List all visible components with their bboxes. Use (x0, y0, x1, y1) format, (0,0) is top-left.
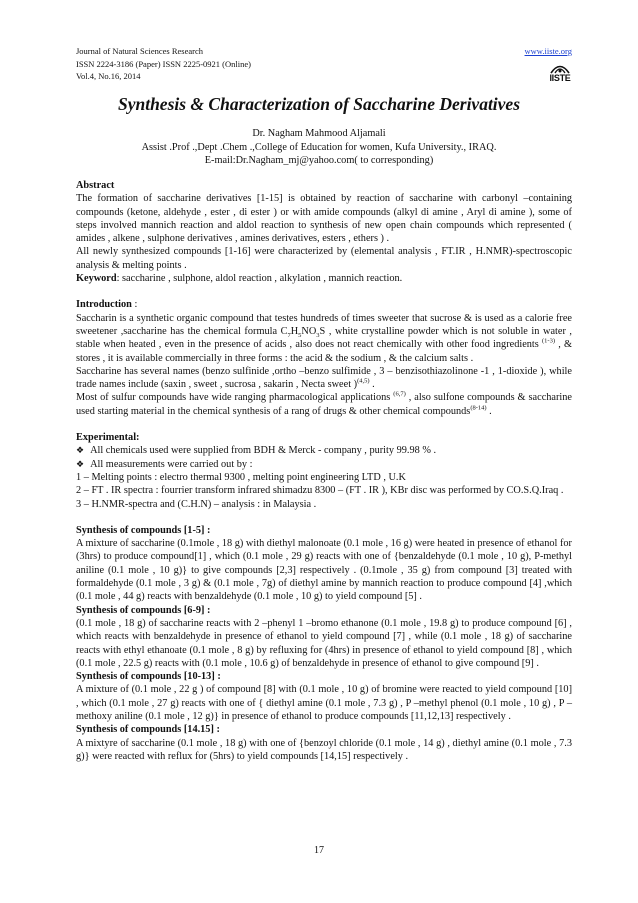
text-run: S (319, 325, 326, 337)
formula-subscript: 7 (287, 332, 291, 340)
heading-colon: : (131, 299, 138, 311)
author-email: E-mail:Dr.Nagham_mj@yahoo.com( to corresponding) (204, 155, 434, 166)
measurement-item: 3 – H.NMR-spectra and (C.H.N) – analysis : in Malaysia . (76, 498, 317, 510)
bullet-item: ❖ All measurements were carried out by : (76, 458, 572, 471)
journal-name: Journal of Natural Sciences Research (76, 46, 203, 56)
citation: (6,7) (393, 391, 406, 399)
paper-body (76, 179, 572, 763)
synthesis-paragraph: A mixture of saccharine (0.1mole , 18 g) with diethyl malonoate (0.1 mole , 16 g) were heated in presence of ethanol for (3hrs) to produce compound[1] , which (0.1 mole , 29 g) reacts with one of {benzaldehyde (0.1 mole , 10 g), P-methyl aniline (0.1 mole , 10 g)} to give compounds [2,3] respectively . (0.1mole , 35 g) from compound [3] treated with formaldehyde (0.1 mole , 3 g) & (0.1 mole , 7g) of diethyl amine by mannich reaction to produce compound [4] ,which (0.1 mole , 44 g) reacts with benzaldehyde (0.1 mole , 10 g) to yield compound [5] . (76, 538, 572, 603)
citation: (4,5) (357, 377, 370, 385)
text-run: , also sulfone compounds & saccharine used starting material in the chemical synthesis of a rang of drugs & other chemical compounds (76, 392, 572, 417)
formula-subscript: 3 (316, 332, 320, 340)
paper-title: Synthesis & Characterization of Saccharine Derivatives (117, 94, 521, 114)
intro-heading-line (76, 298, 572, 311)
page-header (76, 45, 572, 83)
issn: ISSN 2224-3186 (Paper) ISSN 2225-0921 (Online) (76, 58, 251, 69)
text-run: Saccharin is a synthetic organic compound that testes hundreds of times sweeter that sucrose & is used as a calorie free sweetener ,saccharine has the chemical formula C (76, 312, 572, 337)
keyword-label: Keyword (76, 273, 117, 285)
citation: (8-14) (470, 404, 487, 412)
text-run: H (290, 325, 299, 337)
synthesis-heading: Synthesis of compounds [6-9] : (76, 604, 211, 616)
text-run: Saccharine has several names (benzo sulfinide ,ortho –benzo sulfimide , 3 – benzisothiazolinone -1 , 1-dioxide ), while trade names include (saxin , sweet , sucrosa , sakarin , Necta sweet ) (76, 365, 572, 391)
text-run: NO (301, 325, 317, 337)
measurement-item: 2 – FT . IR spectra : fourrier transform infrared shimadzu 8300 – (FT . IR ), KBr disc was performed by CO.S.Q.Iraq . (76, 485, 564, 497)
synthesis-paragraph: A mixture of (0.1 mole , 22 g ) of compound [8] with (0.1 mole , 10 g) of bromine were reacted to yield compound [10] , which (0.1 mole , 27 g) reacts with one of { diethyl amine (0.1 mole , 7.3 g) , P –methyl phenol (0.1 mole , 10 g) , P –methoxy aniline (0.1 mole , 12 g)} in presence of ethanol to produce compounds [11,12,13] respectively . (76, 684, 572, 722)
text-run: . (486, 405, 492, 417)
introduction-heading: Introduction (76, 299, 132, 311)
author-name: Dr. Nagham Mahmood Aljamali (252, 128, 386, 139)
text-run: Most of sulfur compounds have wide ranging pharmacological applications (76, 392, 394, 404)
keywords-line (76, 272, 572, 285)
author-affiliation: Assist .Prof .,Dept .Chem .,College of Education for women, Kufa University., IRAQ. (141, 141, 497, 153)
text-run: . (369, 379, 375, 391)
synthesis-paragraph: A mixtyre of saccharine (0.1 mole , 18 g) with one of {benzoyl chloride (0.1 mole , 14 g) , diethyl amine (0.1 mole , 7.3 g)} were reacted with reflux for (5hrs) to yield compounds [14,15] respectively . (76, 737, 572, 762)
keyword-list: : saccharine , sulphone, aldol reaction , alkylation , mannich reaction. (116, 273, 403, 285)
synthesis-paragraph: (0.1 mole , 18 g) of saccharine reacts with 2 –phenyl 1 –bromo ethanone (0.1 mole , 19.8 g) to produce compound [6] , which reacts with benzaldehyde in presence of ethanol to yield compound [7] , while (0.1 mole , 18 g) of saccharine reacts with ethyl ethanoate (0.1 mole , 8 g) by refluxing for (4hrs) in presence of ethanol to yield compound [8] , which (0.1 mole , 22.5 g) reacts with (0.1 mole , 10.6 g) of benzaldehyde in presence of ethanol to give compound [9] . (76, 617, 572, 669)
formula-subscript: 5 (298, 332, 302, 340)
author-block (0, 127, 638, 168)
abstract-paragraph: All newly synthesized compounds [1-16] were characterized by (elemental analysis , FT.IR , H.NMR)-spectroscopic analysis & melting points . (76, 246, 572, 271)
iiste-logo (548, 60, 572, 84)
synthesis-heading: Synthesis of compounds [14.15] : (76, 724, 220, 736)
abstract-paragraph: The formation of saccharine derivatives [1-15] is obtained by reaction of saccharine with carbonyl –containing compounds (ketone, aldehyde , ester , di ester ) or with amide compounds (alkyl di amine , Aryl di amine ), some of steps involved mannich reaction and aldol reaction to synthesis of new open chain compounds which represented ( amides , alkene , sulphone derivatives , amines derivatives, esters , ethers ) . (76, 193, 572, 245)
bullet-item: ❖ All chemicals used were supplied from BDH & Merck - company , purity 99.98 % . (76, 444, 572, 457)
intro-paragraph (76, 312, 572, 365)
synthesis-heading: Synthesis of compounds [1-5] : (76, 524, 211, 536)
text-run: , white crystalline powder which is not soluble in water , stable when heated , even in the presence of acids , also does not react chemically with other food ingredients (76, 325, 573, 351)
citation: (1-3) (542, 337, 556, 345)
volume: Vol.4, No.16, 2014 (76, 71, 141, 81)
synthesis-heading: Synthesis of compounds [10-13] : (76, 671, 221, 683)
experimental-heading: Experimental: (76, 432, 140, 444)
intro-paragraph (76, 365, 572, 392)
text-run: , & stores , it is available commercially in three forms : the acid & the sodium , & the calcium salts . (76, 339, 573, 364)
intro-paragraph (76, 391, 572, 418)
measurement-item: 1 – Melting points : electro thermal 9300 , melting point engineering LTD , U.K (76, 471, 406, 483)
page-number: 17 (314, 845, 324, 856)
website-link[interactable]: www.iiste.org (524, 46, 572, 56)
logo-text: IISTE (549, 73, 571, 83)
abstract-heading: Abstract (76, 180, 115, 191)
